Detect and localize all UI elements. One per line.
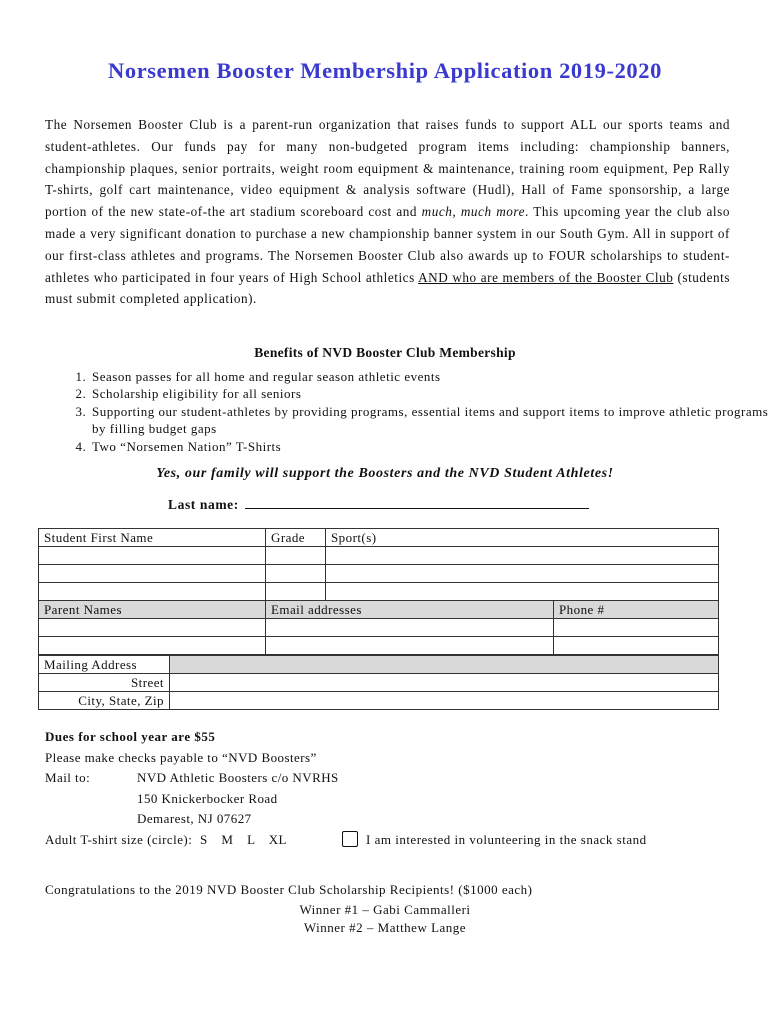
sports-cell[interactable] — [326, 565, 719, 583]
student-table — [38, 528, 719, 655]
grade-cell[interactable] — [266, 583, 326, 601]
last-name-label: Last name: — [168, 497, 239, 512]
student-name-cell[interactable] — [39, 565, 266, 583]
student-first-name-header: Student First Name — [39, 529, 266, 547]
congrats-text: Congratulations to the 2019 NVD Booster Club Scholarship Recipients! ($1000 each) — [45, 882, 533, 897]
tshirt-size-l[interactable]: L — [247, 832, 255, 847]
mailing-address-label: Mailing Address — [39, 656, 170, 674]
table-row — [39, 529, 719, 547]
email-cell[interactable] — [266, 619, 554, 637]
winner-1: Winner #1 – Gabi Cammalleri — [299, 902, 471, 917]
tshirt-size-m[interactable]: M — [221, 832, 234, 847]
table-row — [39, 674, 719, 692]
street-field[interactable] — [170, 674, 719, 692]
address-line-3: Demarest, NJ 07627 — [137, 811, 252, 826]
checks-payable-text: Please make checks payable to “NVD Boosters” — [45, 749, 317, 765]
benefits-list — [45, 368, 770, 455]
phone-header: Phone # — [554, 601, 719, 619]
mail-to-label: Mail to: — [45, 770, 91, 785]
intro-underlined: AND who are members of the Booster Club — [418, 269, 674, 285]
grade-cell[interactable] — [266, 565, 326, 583]
parent-name-cell[interactable] — [39, 637, 266, 655]
benefit-item: 4. Two “Norsemen Nation” T-Shirts — [90, 438, 770, 455]
address-line-2: 150 Knickerbocker Road — [137, 790, 278, 806]
volunteer-checkbox[interactable] — [342, 831, 358, 847]
tshirt-size-label: Adult T-shirt size (circle): — [45, 832, 193, 847]
parent-name-cell[interactable] — [39, 619, 266, 637]
parent-names-header: Parent Names — [39, 601, 266, 619]
address-table — [38, 655, 719, 710]
sports-header: Sport(s) — [326, 529, 719, 547]
benefit-item: 1. Season passes for all home and regular season athletic events — [90, 368, 770, 385]
grade-cell[interactable] — [266, 547, 326, 565]
table-row — [39, 565, 719, 583]
city-state-zip-label: City, State, Zip — [39, 692, 170, 710]
table-row — [39, 692, 719, 710]
table-row — [39, 619, 719, 637]
intro-text-2: . This upcoming year the club also made a very significant donation to purchase a new championship banner system in our South Gym. All in support of our first-class athletes and programs. The Norsemen Booster Club also awards up to FOUR scholarships to student-athletes who participated in four years of High School athletics — [45, 204, 730, 285]
intro-text-1: The Norsemen Booster Club is a parent-run organization that raises funds to support ALL our sports teams and student-athletes. Our funds pay for many non-budgeted program items including: championship banners, championship plaques, senior portraits, weight room equipment & maintenance, training room equipment, Pep Rally T-shirts, golf cart maintenance, video equipment & analysis software (Hudl), Hall of Fame sponsorship, a large portion of the new state-of-the art stadium scoreboard cost and — [45, 117, 730, 220]
last-name-row — [168, 494, 589, 513]
benefit-item: 2. Scholarship eligibility for all seniors — [90, 385, 770, 402]
pledge-text: Yes, our family will support the Boosters and the NVD Student Athletes! — [156, 466, 614, 481]
benefits-heading: Benefits of NVD Booster Club Membership — [254, 345, 516, 360]
email-cell[interactable] — [266, 637, 554, 655]
phone-cell[interactable] — [554, 619, 719, 637]
page-title: Norsemen Booster Membership Application 2019-2020 — [108, 58, 662, 83]
address-line-1: NVD Athletic Boosters c/o NVRHS — [137, 770, 339, 785]
street-label: Street — [39, 674, 170, 692]
table-row — [39, 583, 719, 601]
intro-emphasis: much, much more — [421, 204, 526, 220]
table-row — [39, 656, 719, 674]
table-row — [39, 637, 719, 655]
city-state-zip-field[interactable] — [170, 692, 719, 710]
sports-cell[interactable] — [326, 547, 719, 565]
last-name-field[interactable] — [245, 494, 589, 509]
student-name-cell[interactable] — [39, 583, 266, 601]
winner-2: Winner #2 – Matthew Lange — [303, 920, 467, 935]
mailing-address-cell — [170, 656, 719, 674]
intro-text-3: (students must submit completed application). — [45, 269, 731, 307]
dues-section — [45, 727, 339, 830]
email-addresses-header: Email addresses — [266, 601, 554, 619]
phone-cell[interactable] — [554, 637, 719, 655]
benefit-item: 3. Supporting our student-athletes by providing programs, essential items and support items to improve athletic programs by filling budget gaps — [90, 403, 770, 438]
grade-header: Grade — [266, 529, 326, 547]
tshirt-size-xl[interactable]: XL — [268, 832, 287, 847]
tshirt-size-row — [45, 832, 287, 848]
dues-heading: Dues for school year are $55 — [45, 729, 216, 744]
table-row — [39, 601, 719, 619]
tshirt-size-s[interactable]: S — [199, 832, 208, 847]
table-row — [39, 547, 719, 565]
student-name-cell[interactable] — [39, 547, 266, 565]
sports-cell[interactable] — [326, 583, 719, 601]
volunteer-label: I am interested in volunteering in the snack stand — [366, 832, 647, 847]
intro-paragraph — [45, 114, 730, 310]
